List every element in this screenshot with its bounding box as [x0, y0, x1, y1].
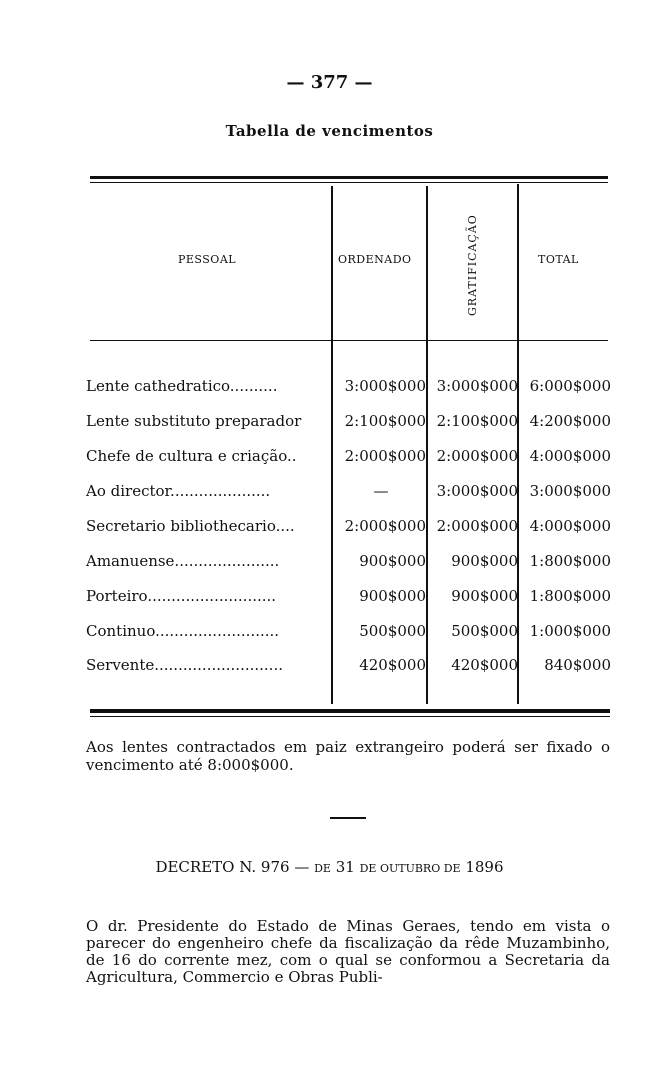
row-gratificacao: 900$000 [451, 587, 518, 605]
header-total: TOTAL [538, 253, 579, 266]
row-ordenado: 2:000$000 [344, 447, 426, 465]
page-number: — 377 — [286, 72, 373, 93]
row-name: Lente substituto preparador [86, 412, 302, 430]
row-name: Ao director..................... [86, 482, 271, 500]
table-row [86, 412, 616, 436]
row-ordenado: 3:000$000 [344, 377, 426, 395]
row-total: 4:000$000 [529, 447, 611, 465]
table-row [86, 377, 616, 401]
row-ordenado: — [373, 482, 389, 500]
row-gratificacao: 2:000$000 [436, 517, 518, 535]
decree-year: 1896 [460, 858, 504, 876]
table-top-rule-thick [90, 176, 608, 179]
decree-day: 31 [330, 858, 360, 876]
section-separator [330, 817, 366, 819]
row-name: Secretario bibliothecario.... [86, 517, 295, 535]
row-gratificacao: 2:100$000 [436, 412, 518, 430]
table-row [86, 552, 616, 576]
row-gratificacao: 500$000 [451, 622, 518, 640]
table-top-rule-thin [90, 182, 608, 183]
row-ordenado: 2:100$000 [344, 412, 426, 430]
decree-body-paragraph: O dr. Presidente do Estado de Minas Geraes, tendo em vista o parecer do engenheiro chefe da fiscalização da rêde Muzambinho, de 16 do corrente mez, com o qual se conformou a Secretaria da Agricultura, Commercio e Obras Publi- [86, 917, 610, 986]
row-total: 1:800$000 [529, 587, 611, 605]
decree-date-month: DE OUTUBRO DE [359, 862, 461, 875]
row-name: Porteiro........................... [86, 587, 277, 605]
row-gratificacao: 3:000$000 [436, 377, 518, 395]
row-name: Continuo.......................... [86, 622, 280, 640]
table-row [86, 656, 616, 680]
row-name: Lente cathedratico.......... [86, 377, 278, 395]
row-total: 4:000$000 [529, 517, 611, 535]
row-total: 840$000 [544, 656, 611, 674]
header-bottom-rule [90, 340, 608, 341]
table-row [86, 517, 616, 541]
header-gratificacao: GRATIFICAÇÃO [466, 214, 479, 316]
table-footnote: Aos lentes contractados em paiz extrangeiro poderá ser fixado o vencimento até 8:000$000. [86, 738, 610, 774]
header-ordenado: ORDENADO [338, 253, 412, 266]
row-gratificacao: 900$000 [451, 552, 518, 570]
row-name: Chefe de cultura e criação.. [86, 447, 297, 465]
table-row [86, 587, 616, 611]
row-ordenado: 420$000 [359, 656, 426, 674]
row-ordenado: 2:000$000 [344, 517, 426, 535]
row-gratificacao: 2:000$000 [436, 447, 518, 465]
decree-date-prefix: DE [314, 862, 331, 875]
table-bottom-rule-thick [90, 709, 610, 713]
row-total: 4:200$000 [529, 412, 611, 430]
table-row [86, 447, 616, 471]
table-row [86, 622, 616, 646]
table-bottom-rule-thin [90, 716, 610, 717]
row-gratificacao: 3:000$000 [436, 482, 518, 500]
row-name: Servente........................... [86, 656, 283, 674]
row-name: Amanuense...................... [86, 552, 280, 570]
decree-dash: — [289, 858, 315, 876]
row-total: 1:000$000 [529, 622, 611, 640]
row-ordenado: 500$000 [359, 622, 426, 640]
row-ordenado: 900$000 [359, 587, 426, 605]
header-pessoal: PESSOAL [178, 253, 237, 266]
row-total: 1:800$000 [529, 552, 611, 570]
row-gratificacao: 420$000 [451, 656, 518, 674]
row-ordenado: 900$000 [359, 552, 426, 570]
row-total: 6:000$000 [529, 377, 611, 395]
row-total: 3:000$000 [529, 482, 611, 500]
decree-heading [0, 858, 659, 876]
table-row [86, 482, 616, 506]
decree-number: DECRETO N. 976 [155, 858, 290, 876]
table-title: Tabella de vencimentos [225, 122, 434, 140]
